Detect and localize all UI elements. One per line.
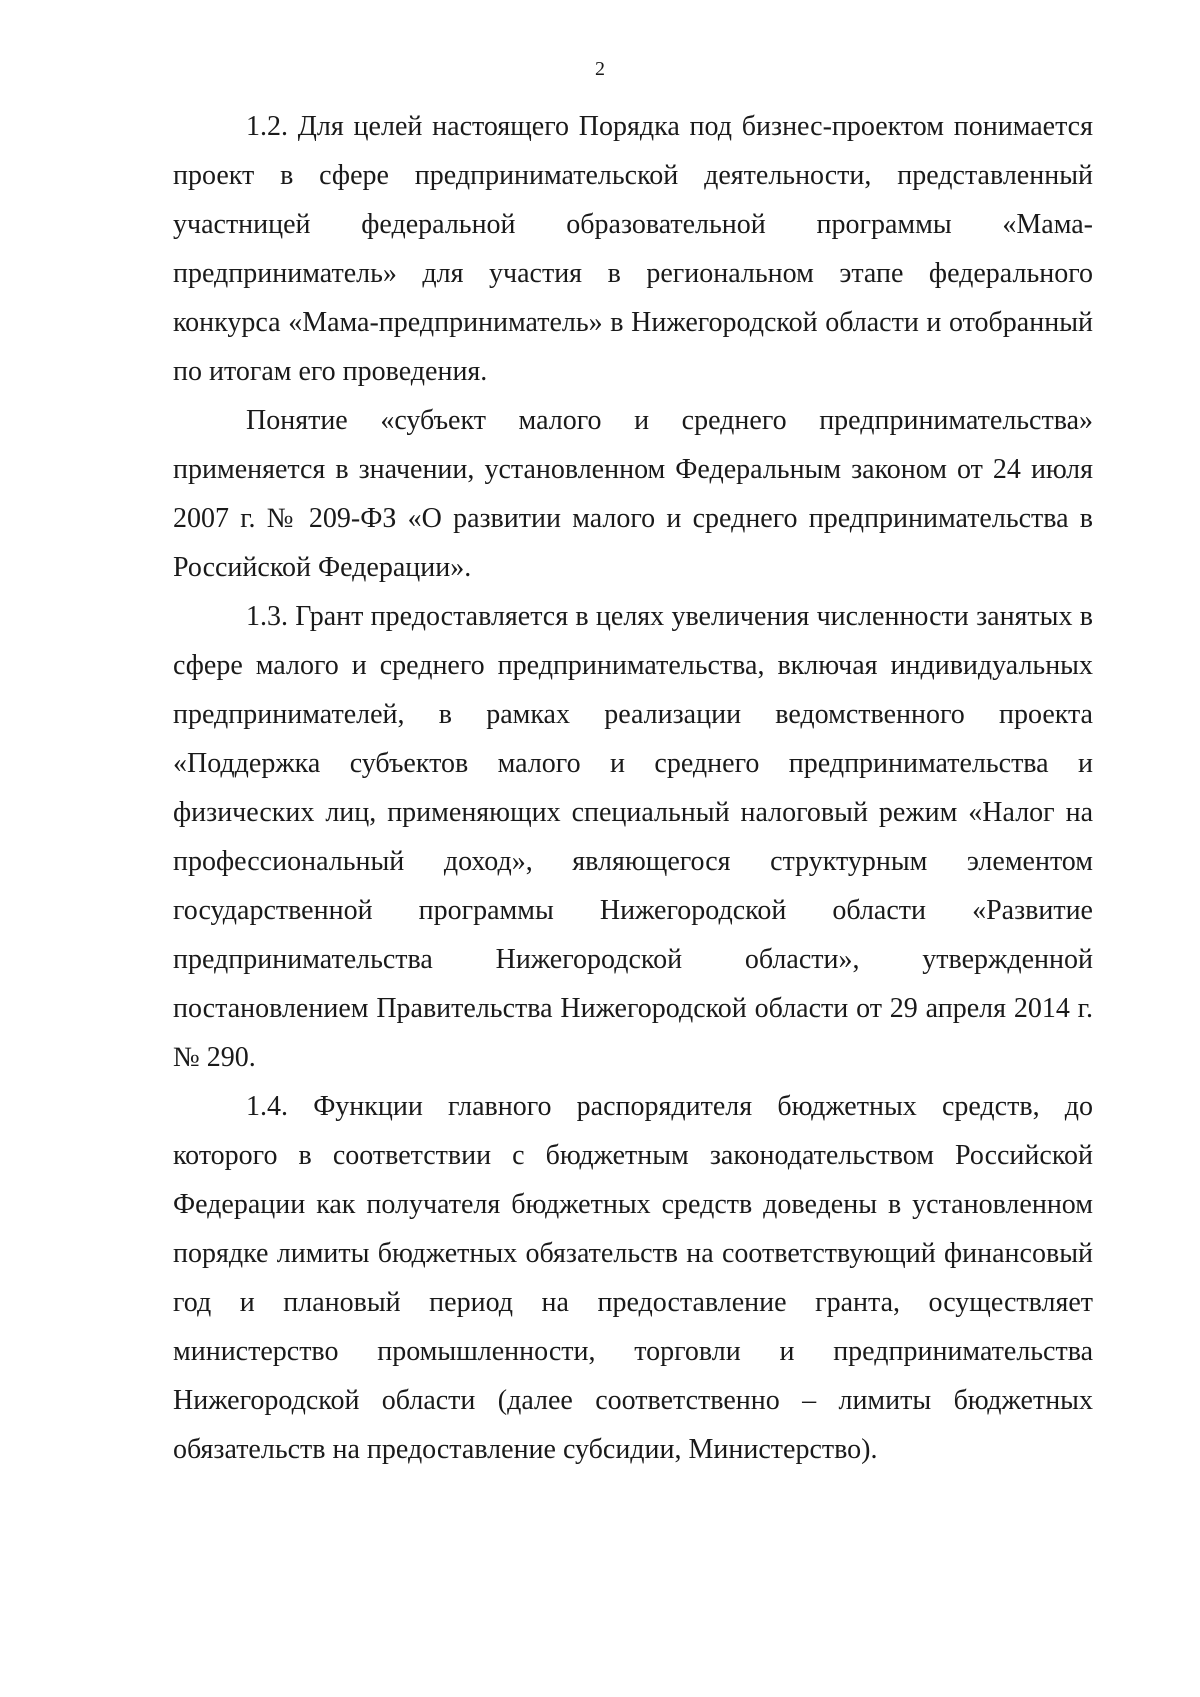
paragraph-1-4: 1.4. Функции главного распорядителя бюджетных средств, до которого в соответствии с бюджетным законодательством Российской Федерации как получателя бюджетных средств доведены в установленном порядке лимиты бюджетных обязательств на соответствующий финансовый год и плановый период на предоставление гранта, осуществляет министерство промышленности, торговли и предпринимательства Нижегородской области (далее соответственно – лимиты бюджетных обязательств на предоставление субсидии, Министерство).	[173, 1091, 1093, 1465]
paragraph-1-2: 1.2. Для целей настоящего Порядка под бизнес-проектом понимается проект в сфере предпринимательской деятельности, представленный участницей федеральной образовательной программы «Мама-предприниматель» для участия в региональном этапе федерального конкурса «Мама-предприниматель» в Нижегородской области и отобранный по итогам его проведения.	[173, 111, 1093, 387]
document-body	[173, 102, 1093, 1474]
page-number: 2	[595, 58, 605, 80]
paragraph-sme-definition: Понятие «субъект малого и среднего предпринимательства» применяется в значении, установленном Федеральным законом от 24 июля 2007 г. № 209-ФЗ «О развитии малого и среднего предпринимательства в Российской Федерации».	[173, 405, 1093, 583]
paragraph-1-3: 1.3. Грант предоставляется в целях увеличения численности занятых в сфере малого и среднего предпринимательства, включая индивидуальных предпринимателей, в рамках реализации ведомственного проекта «Поддержка субъектов малого и среднего предпринимательства и физических лиц, применяющих специальный налоговый режим «Налог на профессиональный доход», являющегося структурным элементом государственной программы Нижегородской области «Развитие предпринимательства Нижегородской области», утвержденной постановлением Правительства Нижегородской области от 29 апреля 2014 г. № 290.	[173, 601, 1093, 1073]
